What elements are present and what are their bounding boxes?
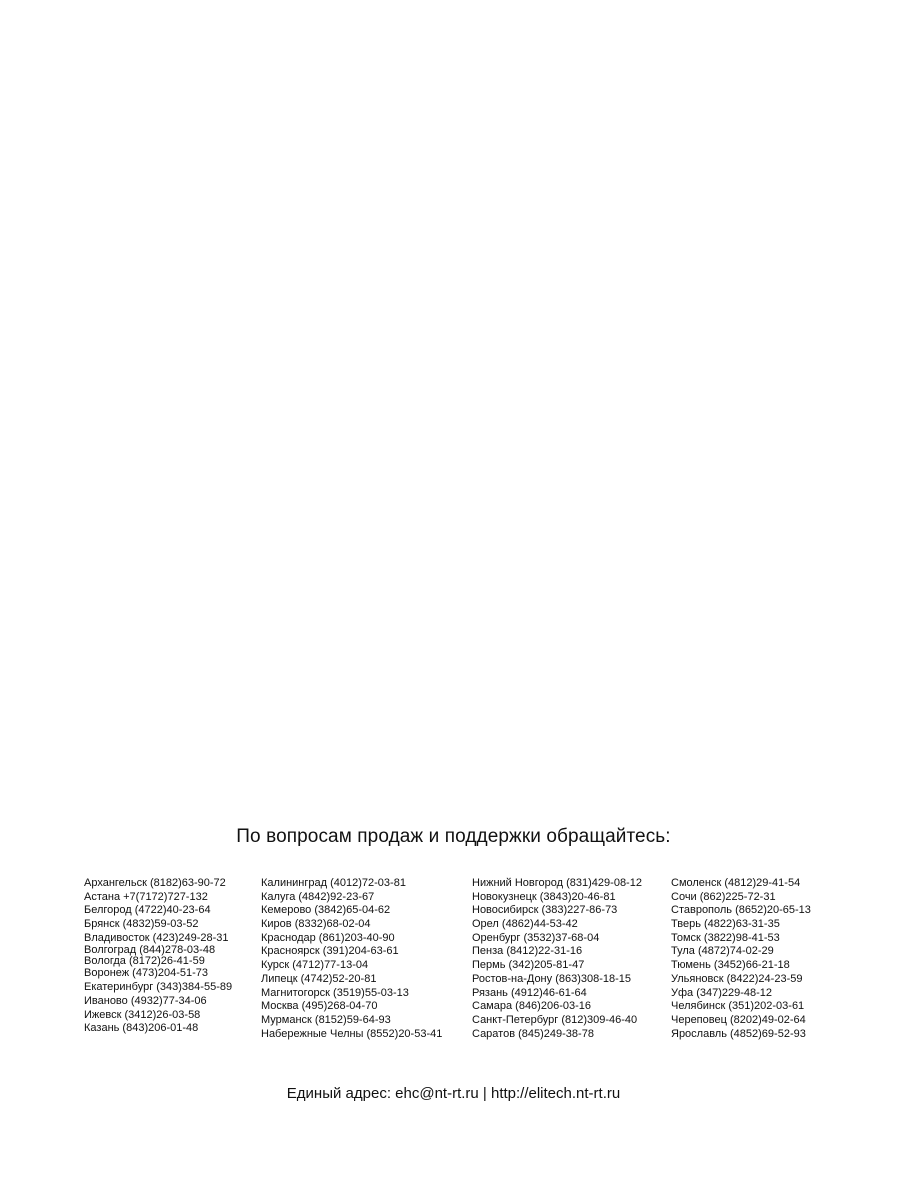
contact-line: Пенза (8412)22-31-16 — [472, 945, 583, 958]
contacts-column-1 — [84, 877, 232, 1036]
contact-line: Белгород (4722)40-23-64 — [84, 904, 211, 917]
contact-line: Сочи (862)225-72-31 — [671, 890, 776, 903]
contact-line: Набережные Челны (8552)20-53-41 — [261, 1027, 443, 1040]
contact-line: Екатеринбург (343)384-55-89 — [84, 981, 233, 994]
contact-line: Томск (3822)98-41-53 — [671, 931, 780, 944]
contact-line: Нижний Новгород (831)429-08-12 — [472, 877, 642, 889]
contact-line: Орел (4862)44-53-42 — [472, 918, 578, 931]
contact-line: Рязань (4912)46-61-64 — [472, 986, 587, 999]
contact-line: Саратов (845)249-38-78 — [472, 1027, 594, 1040]
contact-line: Волгоград (844)278-03-48 — [84, 944, 216, 957]
contact-line: Магнитогорск (3519)55-03-13 — [261, 986, 409, 999]
contact-line: Вологда (8172)26-41-59 — [84, 955, 205, 968]
contact-line: Ростов-на-Дону (863)308-18-15 — [472, 972, 632, 985]
contact-line: Курск (4712)77-13-04 — [261, 959, 369, 972]
contact-line: Ярославль (4852)69-52-93 — [671, 1027, 806, 1040]
contact-footer: Единый адрес: ehc@nt-rt.ru | http://elitech.nt-rt.ru — [286, 1085, 621, 1102]
contact-line: Тула (4872)74-02-29 — [671, 945, 774, 958]
contact-line: Владивосток (423)249-28-31 — [84, 931, 229, 944]
contact-line: Астана +7(7172)727-132 — [84, 890, 208, 903]
contact-line: Кемерово (3842)65-04-62 — [261, 904, 391, 917]
contact-line: Ижевск (3412)26-03-58 — [84, 1008, 201, 1021]
contact-line: Новокузнецк (3843)20-46-81 — [472, 890, 616, 903]
contact-line: Череповец (8202)49-02-64 — [671, 1013, 806, 1026]
contacts-column-2 — [261, 877, 442, 1041]
contact-line: Москва (495)268-04-70 — [261, 1000, 378, 1013]
contact-line: Казань (843)206-01-48 — [84, 1022, 199, 1035]
contact-line: Мурманск (8152)59-64-93 — [261, 1013, 391, 1026]
contact-line: Тюмень (3452)66-21-18 — [671, 959, 790, 972]
contact-line: Калининград (4012)72-03-81 — [261, 877, 406, 889]
contact-line: Красноярск (391)204-63-61 — [261, 945, 399, 958]
contact-line: Пермь (342)205-81-47 — [472, 959, 585, 972]
contact-line: Новосибирск (383)227-86-73 — [472, 904, 618, 917]
contact-line: Калуга (4842)92-23-67 — [261, 890, 375, 903]
contact-line: Липецк (4742)52-20-81 — [261, 972, 377, 985]
contact-line: Санкт-Петербург (812)309-46-40 — [472, 1013, 638, 1026]
contacts-heading: По вопросам продаж и поддержки обращайтесь: — [236, 826, 671, 847]
contact-line: Воронеж (473)204-51-73 — [84, 967, 209, 980]
contact-line: Ставрополь (8652)20-65-13 — [671, 904, 811, 917]
contact-line: Самара (846)206-03-16 — [472, 1000, 591, 1013]
contact-line: Киров (8332)68-02-04 — [261, 918, 371, 931]
contact-line: Челябинск (351)202-03-61 — [671, 1000, 805, 1013]
contact-line: Иваново (4932)77-34-06 — [84, 994, 207, 1007]
contacts-column-4 — [671, 877, 811, 1041]
contact-line: Краснодар (861)203-40-90 — [261, 931, 395, 944]
contact-line: Брянск (4832)59-03-52 — [84, 918, 199, 931]
contact-line: Оренбург (3532)37-68-04 — [472, 931, 600, 944]
contact-line: Тверь (4822)63-31-35 — [671, 918, 780, 931]
contact-line: Ульяновск (8422)24-23-59 — [671, 972, 803, 985]
contacts-column-3 — [472, 877, 642, 1041]
contact-line: Смоленск (4812)29-41-54 — [671, 877, 801, 889]
contact-line: Архангельск (8182)63-90-72 — [84, 877, 226, 889]
contact-line: Уфа (347)229-48-12 — [671, 986, 773, 999]
